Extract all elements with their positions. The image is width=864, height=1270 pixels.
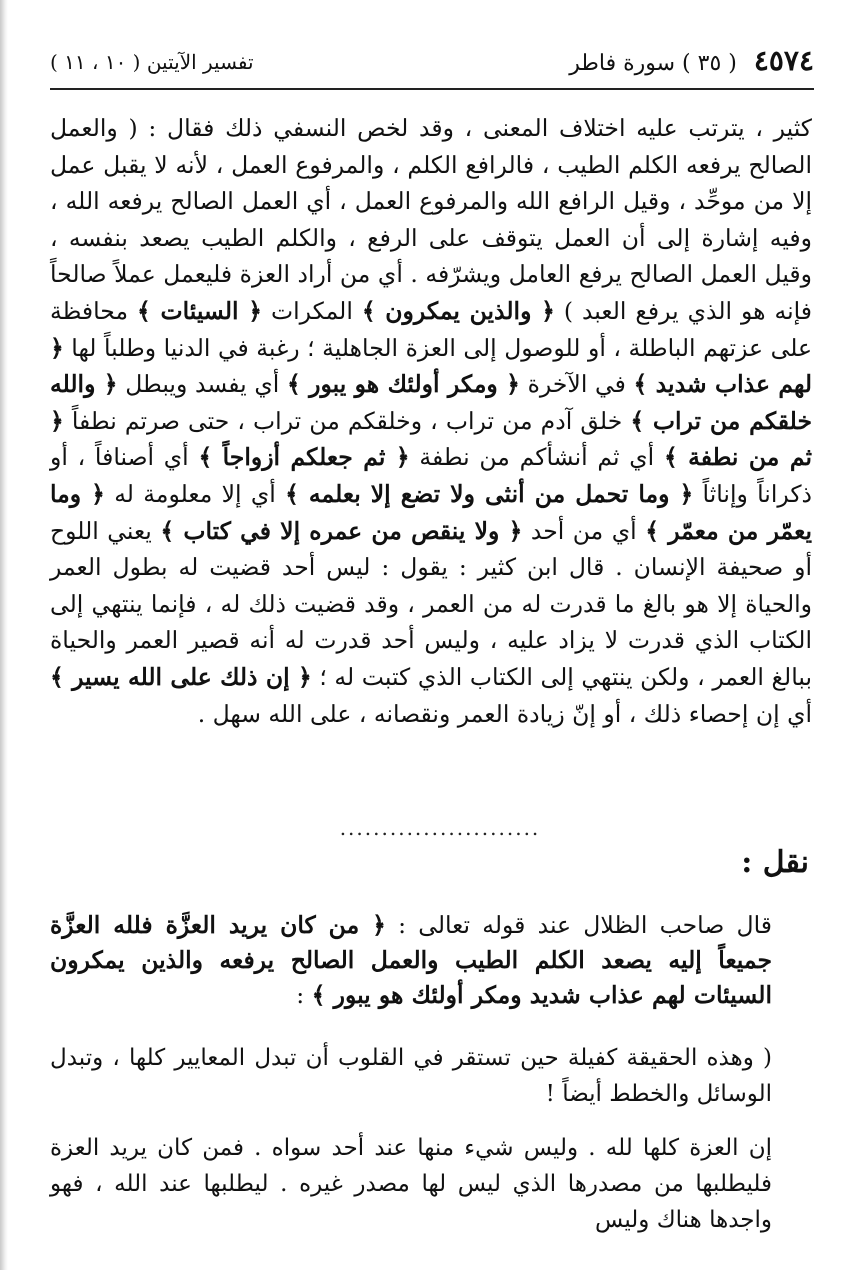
naql-intro-text: قال صاحب الظلال عند قوله تعالى :	[385, 911, 772, 939]
header-right	[569, 44, 814, 77]
quran-quote: ﴿ وما يعمّر من معمّر ﴾	[50, 479, 813, 545]
commentary: أي إلا معلومة له	[104, 479, 286, 508]
commentary: أي يفسد ويبطل	[117, 370, 287, 399]
zilal-text-1: ( وهذه الحقيقة كفيلة حين تستقر في القلوب أن تبدل المعايير كلها ، وتبدل الوسائل والخطط أيضاً !	[50, 1045, 772, 1107]
commentary: أي من أحد	[522, 516, 646, 545]
commentary: في الآخرة	[519, 370, 634, 399]
zilal-text-2: إن العزة كلها لله . وليس شيء منها عند أحد سواه . فمن كان يريد العزة فليطلبها من مصدرها الذي ليس لها مصدر غيره . ليطلبها عند الله ، فهو واجدها هناك وليس	[50, 1135, 772, 1233]
surah-name: ( ٣٥ ) سورة فاطر	[569, 51, 737, 76]
naql-intro-paragraph	[50, 908, 812, 1013]
zilal-paragraph-2	[50, 1130, 812, 1238]
quran-quote: ﴿ إن ذلك على الله يسير ﴾	[50, 662, 312, 691]
quran-quote: ﴿ والذين يمكرون ﴾	[361, 296, 555, 325]
section-title: تفسير الآيتين ( ١٠ ، ١١ )	[50, 50, 254, 74]
running-header	[50, 38, 814, 90]
intro-text: كثير ، يترتب عليه اختلاف المعنى ، وقد لخص النسفي ذلك فقال : ( والعمل الصالح يرفعه الكلم الطيب ، فالرافع الكلم ، والمرفوع العمل ، لأنه لا يقبل عمل إلا من موحِّد ، وقيل الرافع الله والمرفوع العمل ، أي العمل الصالح يرفعه الله ، وفيه إشارة إلى أن العمل يتوقف على الرفع ، والكلم الطيب يصعد بنفسه ، وقيل العمل الصالح يرفع العامل ويشرّفه . أي من أراد العزة فليعمل عملاً صالحاً فإنه هو الذي يرفع العبد )	[50, 114, 813, 325]
zilal-paragraph-1	[50, 1040, 812, 1112]
tafsir-paragraph	[50, 110, 812, 732]
commentary: أي ثم أنشأكم من نطفة	[409, 443, 664, 472]
header-rule	[50, 88, 814, 90]
quran-quote: ﴿ والله خلقكم من تراب ﴾	[50, 370, 812, 435]
naql-intro	[50, 908, 812, 1013]
quran-quote: ﴿ من كان يريد العزَّة فلله العزَّة جميعاً إليه يصعد الكلم الطيب والعمل الصالح يرفعه والذين يمكرون السيئات لهم عذاب شديد ومكر أولئك هو يبور ﴾	[50, 911, 772, 1009]
page-number: ٤٥٧٤	[753, 44, 814, 77]
commentary: المكرات	[262, 296, 362, 325]
naql-after: :	[296, 981, 312, 1009]
naql-heading: نقل :	[741, 845, 809, 880]
page-binding-shadow	[0, 0, 8, 1270]
quran-quote: ﴿ السيئات ﴾	[137, 296, 263, 325]
commentary: أي إن إحصاء ذلك ، أو إنّ زيادة العمر ونقصانه ، على الله سهل .	[197, 699, 812, 728]
commentary: محافظة على عزتهم الباطلة ، أو للوصول إلى العزة الجاهلية ؛ رغبة في الدنيا وطلباً لها	[50, 296, 812, 362]
quran-quote: ﴿ ومكر أولئك هو يبور ﴾	[286, 370, 520, 399]
quran-quote: ﴿ ثم من نطفة ﴾	[50, 406, 812, 472]
section-divider: ........................	[339, 816, 541, 840]
quran-quote: ﴿ ثم جعلكم أزواجاً ﴾	[198, 443, 410, 472]
quran-quote: ﴿ وما تحمل من أنثى ولا تضع إلا بعلمه ﴾	[285, 479, 694, 508]
quran-quote: ﴿ لهم عذاب شديد ﴾	[50, 333, 813, 399]
commentary: أي أصنافاً ، أو ذكراناً وإناثاً	[50, 443, 812, 508]
tafsir-text	[50, 110, 812, 732]
commentary: يعني اللوح أو صحيفة الإنسان . قال ابن كثير : يقول : ليس أحد قضيت له بطول العمر والحياة إلا هو بالغ ما قدرت له من العمر ، وقد قضيت ذلك له ، فإنما ينتهي إلى الكتاب الذي قدرت لا يزاد عليه ، وليس أحد قدرت له أنه قصير العمر والحياة ببالغ العمر ، ولكن ينتهي إلى الكتاب الذي كتبت له ؛	[50, 516, 812, 691]
commentary: خلق آدم من تراب ، وخلقكم من تراب ، حتى صرتم نطفاً	[63, 406, 631, 435]
quran-quote: ﴿ ولا ينقص من عمره إلا في كتاب ﴾	[160, 516, 523, 545]
